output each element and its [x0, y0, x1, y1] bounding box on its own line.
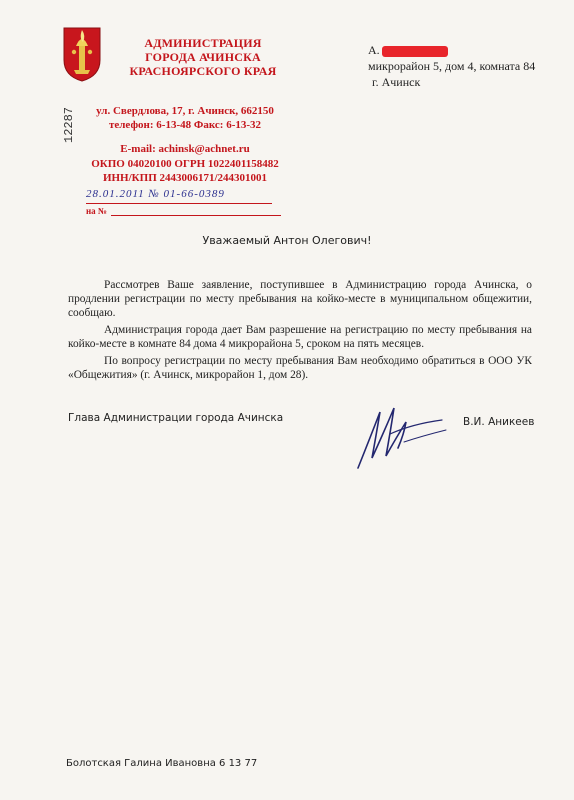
letterhead-codes: [80, 157, 290, 185]
signatory-position: Глава Администрации города Ачинска: [68, 412, 284, 424]
body-paragraph: Администрация города дает Вам разрешение на регистрацию по месту пребывания на койко-месте в комнате 84 дома 4 микрорайона 5, сроком на пять месяцев.: [68, 324, 532, 350]
outgoing-date-number: 28.01.2011 № 01-66-0389: [86, 188, 272, 204]
executor-contact: Болотская Галина Ивановна 6 13 77: [66, 758, 258, 769]
registration-number-stamp: 12287: [62, 106, 76, 143]
org-line: КРАСНОЯРСКОГО КРАЯ: [129, 64, 277, 78]
inn-kpp-line: ИНН/КПП 2443006171/244301001: [102, 172, 268, 184]
letter-body: [68, 278, 532, 385]
body-paragraph: По вопросу регистрации по месту пребывания Вам необходимо обратиться в ООО УК «Общежития» (г. Ачинск, микрорайон 1, дом 28).: [68, 355, 532, 381]
greeting: Уважаемый Антон Олегович!: [202, 234, 372, 247]
org-line: АДМИНИСТРАЦИЯ: [144, 36, 262, 50]
letterhead-email: [80, 142, 290, 156]
city-coat-of-arms-icon: [62, 26, 102, 82]
address-line: ул. Свердлова, 17, г. Ачинск, 662150: [96, 105, 274, 117]
reply-to-number-line: [86, 206, 281, 216]
letterhead-address: [80, 104, 290, 132]
redaction-mark: [382, 46, 448, 57]
body-paragraph: Рассмотрев Ваше заявление, поступившее в Администрацию города Ачинска, о продлении регистрации по месту пребывания на койко-месте в муниципальном общежитии, сообщаю.: [68, 279, 532, 319]
email-line: E-mail: achinsk@achnet.ru: [120, 143, 250, 155]
na-label: на №: [86, 206, 107, 216]
phone-fax-line: телефон: 6-13-48 Факс: 6-13-32: [108, 119, 262, 131]
recipient-city: г. Ачинск: [372, 75, 421, 89]
recipient-address-line: микрорайон 5, дом 4, комната 84: [368, 59, 536, 73]
recipient-block: [368, 42, 535, 90]
okpo-ogrn-line: ОКПО 04020100 ОГРН 1022401158482: [91, 158, 279, 170]
na-rule: [111, 215, 281, 216]
org-line: ГОРОДА АЧИНСКА: [145, 50, 261, 64]
organization-name: [104, 36, 302, 78]
recipient-name: А.: [368, 43, 380, 57]
handwritten-signature: [350, 398, 460, 478]
signatory-name: В.И. Аникеев: [463, 416, 535, 428]
